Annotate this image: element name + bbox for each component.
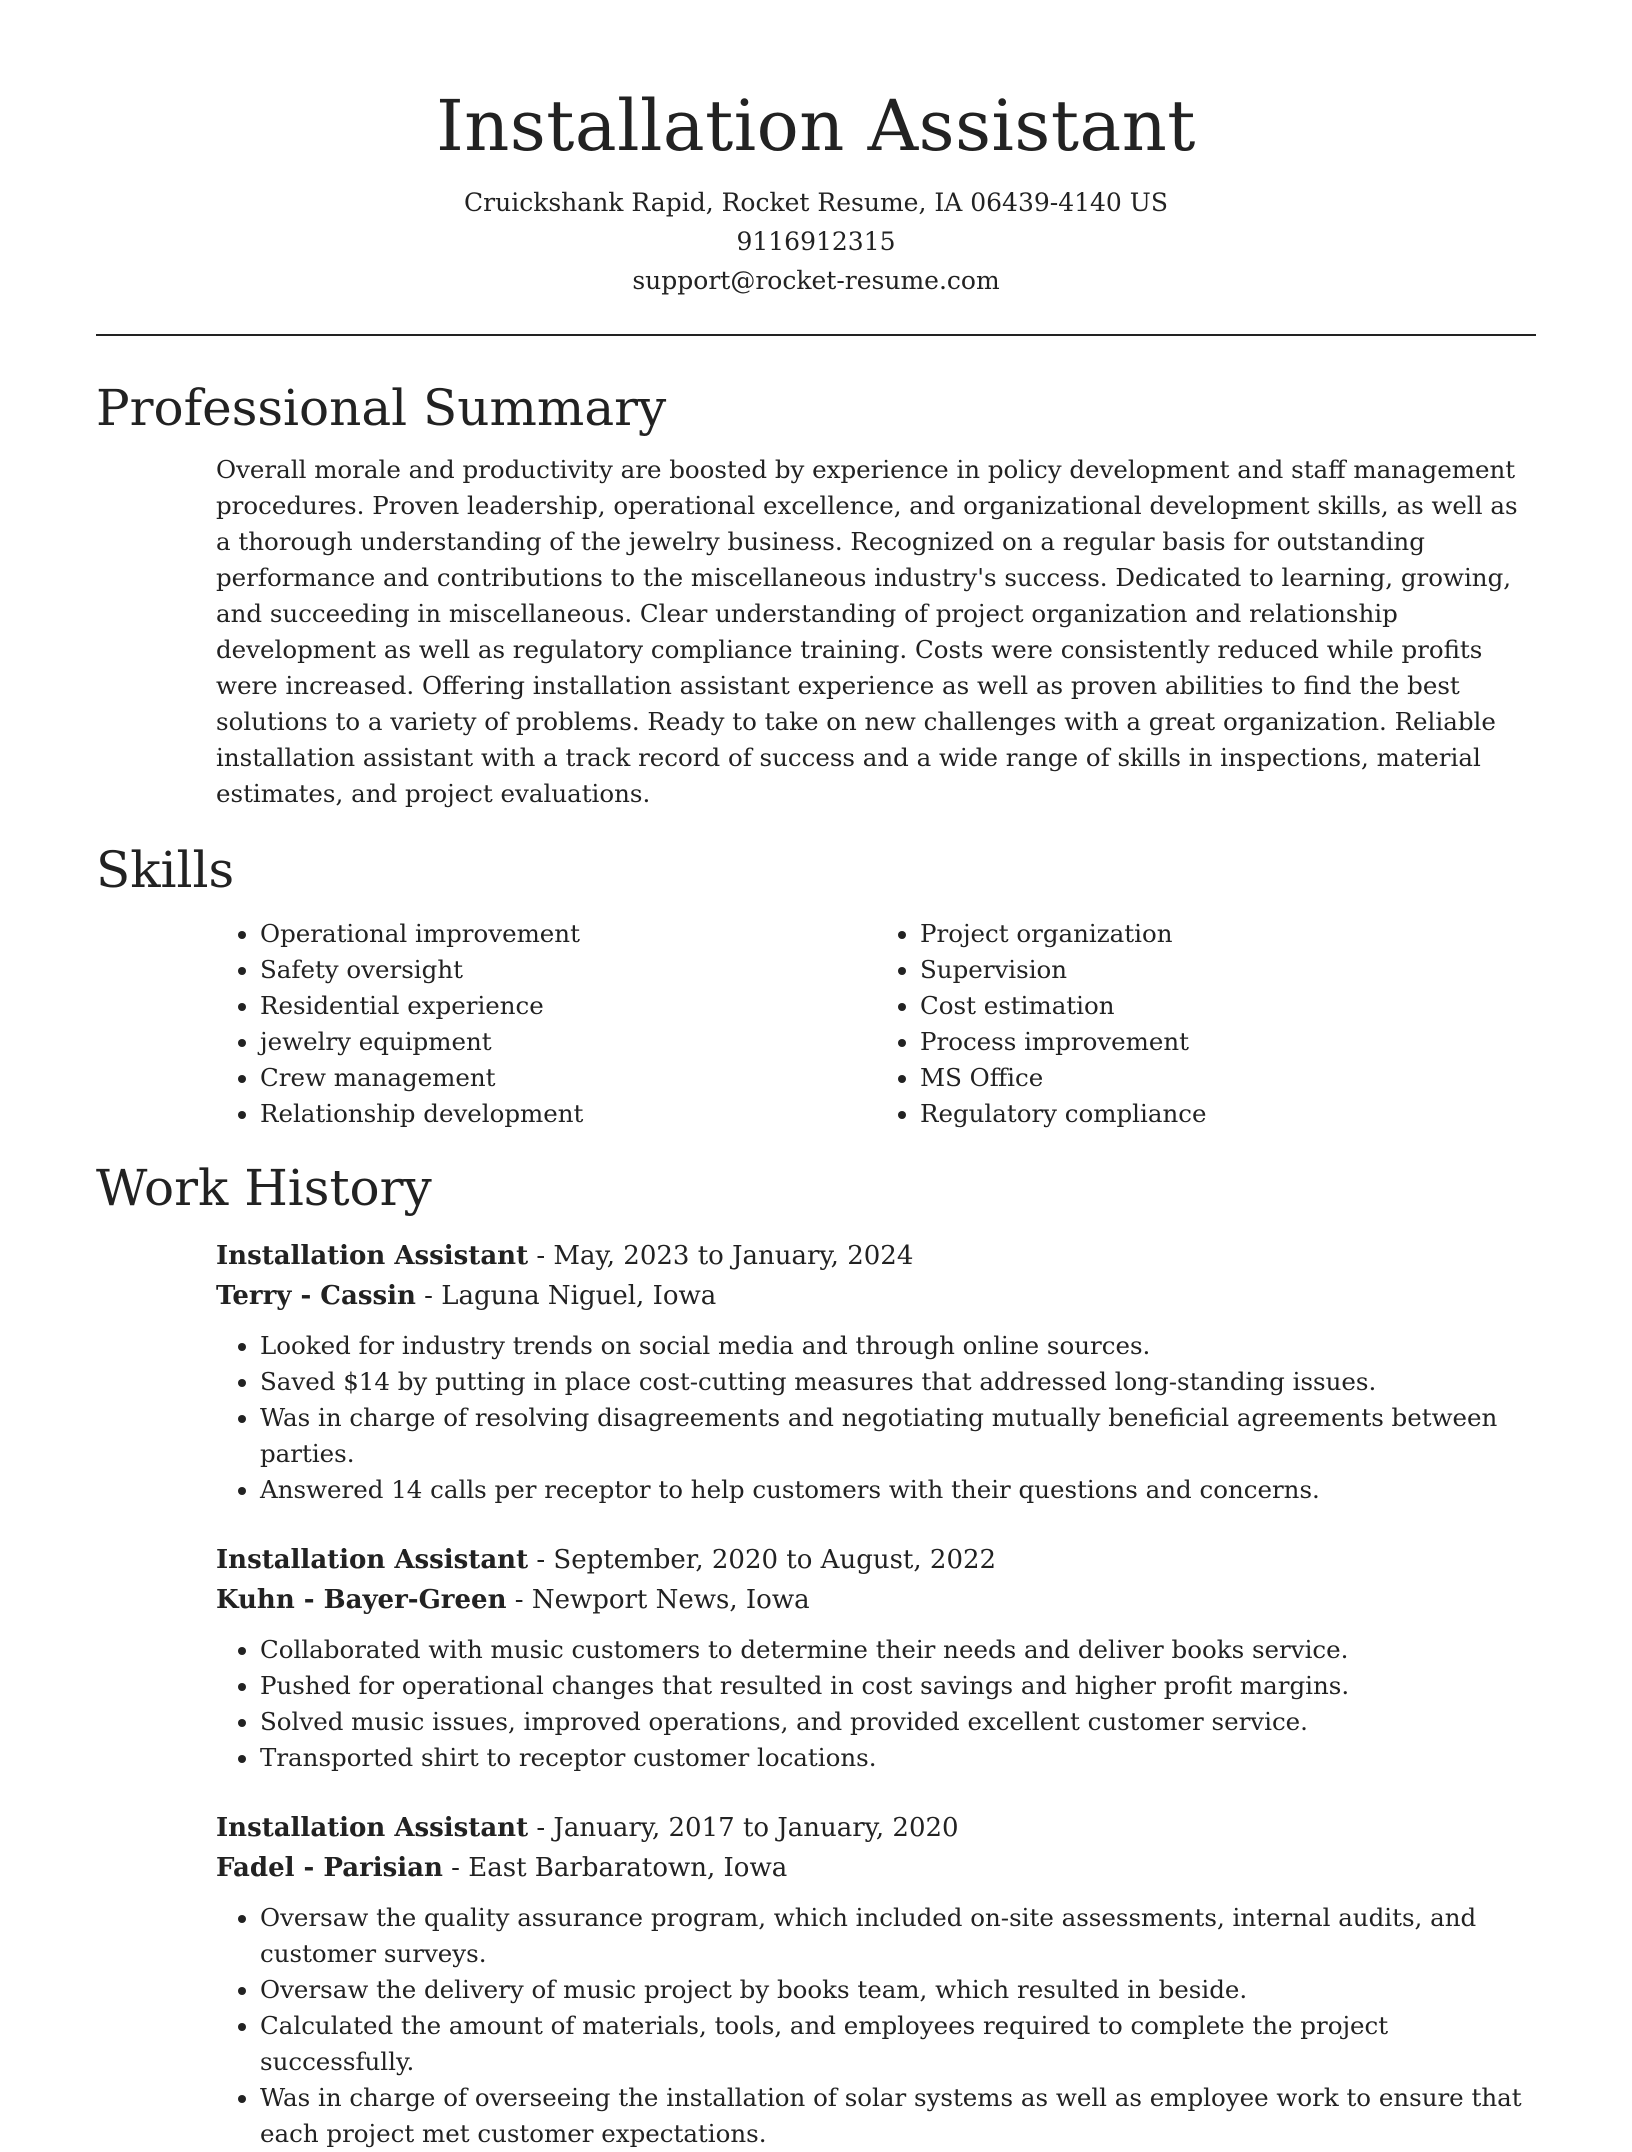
job-location: Laguna Niguel, Iowa	[441, 1281, 717, 1311]
job-dates: September, 2020 to August, 2022	[553, 1545, 997, 1575]
skill-item: • Operational improvement	[260, 916, 876, 952]
job-company-line: Fadel - Parisian - East Barbaratown, Iowa	[216, 1853, 788, 1883]
skill-item: • Supervision	[920, 952, 1536, 988]
skill-item: • Cost estimation	[920, 988, 1536, 1024]
job-dates: January, 2017 to January, 2020	[553, 1813, 959, 1843]
contact-block	[96, 183, 1536, 300]
job-company-line: Kuhn - Bayer-Green - Newport News, Iowa	[216, 1585, 810, 1615]
skill-item: • jewelry equipment	[260, 1024, 876, 1060]
job-bullet: • Calculated the amount of materials, tools, and employees required to complete the project successfully.	[260, 2008, 1536, 2080]
job-bullet: • Transported shirt to receptor customer locations.	[260, 1740, 1536, 1776]
job-bullet: • Oversaw the delivery of music project by books team, which resulted in beside.	[260, 1972, 1536, 2008]
job-company: Fadel - Parisian	[216, 1853, 443, 1883]
resume-header	[96, 85, 1536, 300]
work-history-heading: Work History	[96, 1159, 432, 1217]
job-bullets	[216, 1328, 1536, 1508]
job-title: Installation Assistant	[216, 1813, 529, 1843]
skill-item: • Relationship development	[260, 1096, 876, 1132]
skills-grid	[216, 916, 1536, 1132]
skills-list-right	[876, 916, 1536, 1132]
candidate-name: Installation Assistant	[436, 85, 1196, 167]
job-bullet: • Solved music issues, improved operations, and provided excellent customer service.	[260, 1704, 1536, 1740]
job-entry	[216, 1236, 1536, 1508]
skill-item: • Safety oversight	[260, 952, 876, 988]
job-bullet: • Was in charge of overseeing the installation of solar systems as well as employee work to ensure that each project met customer expectations.	[260, 2080, 1536, 2152]
contact-phone: 9116912315	[736, 227, 896, 256]
job-location: Newport News, Iowa	[531, 1585, 810, 1615]
skill-item: • Residential experience	[260, 988, 876, 1024]
job-company: Terry - Cassin	[216, 1281, 416, 1311]
summary-paragraph: Overall morale and productivity are boosted by experience in policy development and staff management procedures. Proven leadership, operational excellence, and organizational development skills, as well as a thorough understanding of the jewelry business. Recognized on a regular basis for outstanding performance and contributions to the miscellaneous industry's success. Dedicated to learning, growing, and succeeding in miscellaneous. Clear understanding of project organization and relationship development as well as regulatory compliance training. Costs were consistently reduced while profits were increased. Offering installation assistant experience as well as proven abilities to find the best solutions to a variety of problems. Ready to take on new challenges with a great organization. Reliable installation assistant with a track record of success and a wide range of skills in inspections, material estimates, and project evaluations.	[216, 455, 1518, 808]
contact-email: support@rocket-resume.com	[632, 266, 1000, 295]
header-divider	[96, 334, 1536, 336]
job-bullet: • Looked for industry trends on social media and through online sources.	[260, 1328, 1536, 1364]
job-bullets	[216, 1900, 1536, 2152]
job-company-line: Terry - Cassin - Laguna Niguel, Iowa	[216, 1281, 717, 1311]
skill-item: • Process improvement	[920, 1024, 1536, 1060]
job-bullet: • Answered 14 calls per receptor to help customers with their questions and concerns.	[260, 1472, 1536, 1508]
skills-heading: Skills	[96, 841, 235, 899]
job-title: Installation Assistant	[216, 1545, 529, 1575]
job-dates: May, 2023 to January, 2024	[553, 1241, 914, 1271]
job-title-line: Installation Assistant - May, 2023 to January, 2024	[216, 1241, 914, 1271]
skill-item: • MS Office	[920, 1060, 1536, 1096]
job-company: Kuhn - Bayer-Green	[216, 1585, 507, 1615]
job-title: Installation Assistant	[216, 1241, 529, 1271]
job-location: East Barbaratown, Iowa	[468, 1853, 788, 1883]
job-bullet: • Pushed for operational changes that resulted in cost savings and higher profit margins.	[260, 1668, 1536, 1704]
contact-address: Cruickshank Rapid, Rocket Resume, IA 06439-4140 US	[464, 188, 1168, 217]
job-entry	[216, 1808, 1536, 2152]
skill-item: • Project organization	[920, 916, 1536, 952]
skills-list-left	[216, 916, 876, 1132]
skill-item: • Regulatory compliance	[920, 1096, 1536, 1132]
job-bullets	[216, 1632, 1536, 1776]
job-title-line: Installation Assistant - September, 2020 to August, 2022	[216, 1545, 997, 1575]
job-bullet: • Collaborated with music customers to determine their needs and deliver books service.	[260, 1632, 1536, 1668]
job-entry	[216, 1540, 1536, 1776]
job-bullet: • Was in charge of resolving disagreements and negotiating mutually beneficial agreements between parties.	[260, 1400, 1536, 1472]
job-title-line: Installation Assistant - January, 2017 to January, 2020	[216, 1813, 959, 1843]
job-bullet: • Oversaw the quality assurance program, which included on-site assessments, internal audits, and customer surveys.	[260, 1900, 1536, 1972]
summary-heading: Professional Summary	[96, 379, 667, 437]
skill-item: • Crew management	[260, 1060, 876, 1096]
job-bullet: • Saved $14 by putting in place cost-cutting measures that addressed long-standing issues.	[260, 1364, 1536, 1400]
